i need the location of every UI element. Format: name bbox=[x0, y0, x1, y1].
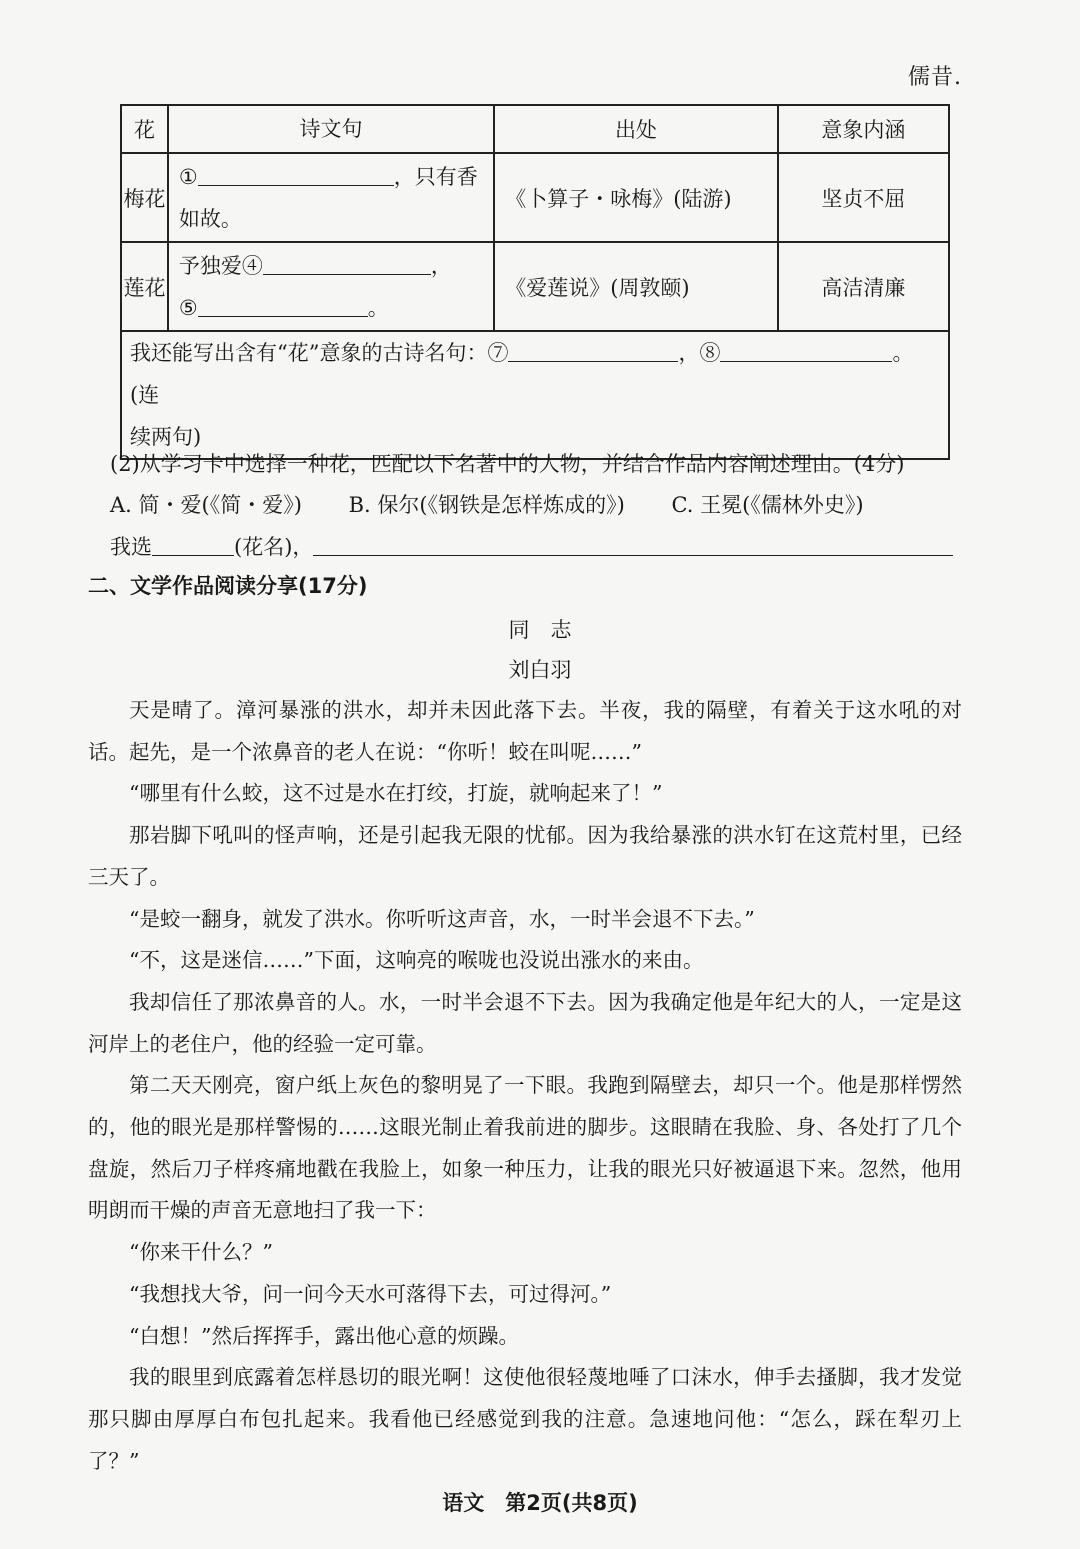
answer-prefix: 我选 bbox=[110, 535, 152, 559]
answer-mid: (花名)， bbox=[234, 535, 314, 559]
poem-text: 如故。 bbox=[178, 206, 242, 231]
table-row bbox=[121, 242, 949, 331]
article-paragraph: 我却信任了那浓鼻音的人。水，一时半会退不下去。因为我确定他是年纪大的人，一定是这河岸上的老住户，他的经验一定可靠。 bbox=[88, 989, 962, 1056]
poem-text: ，只有香 bbox=[393, 164, 478, 189]
flower-name-blank[interactable] bbox=[152, 533, 234, 556]
question-2-text: (2)从学习卡中选择一种花，匹配以下名著中的人物，并结合作品内容阐述理由。(4分) bbox=[110, 452, 905, 476]
question-2-options bbox=[110, 489, 904, 519]
article-paragraph: “我想找大爷，问一问今天水可落得下去，可过得河。” bbox=[129, 1281, 612, 1306]
answer-blank-5[interactable] bbox=[198, 294, 368, 317]
blank-marker: ⑤ bbox=[178, 295, 198, 320]
option-b: B. 保尔(《钢铁是怎样炼成的》) bbox=[348, 493, 625, 517]
article-paragraph: 天是晴了。漳河暴涨的洪水，却并未因此落下去。半夜，我的隔壁，有着关于这水吼的对话。起先，是一个浓鼻音的老人在说：“你听！蛟在叫呢……” bbox=[88, 698, 962, 764]
option-a: A. 简・爱(《简・爱》) bbox=[110, 493, 302, 517]
corner-text: 儒昔. bbox=[908, 65, 962, 90]
blank-marker: ④ bbox=[241, 253, 263, 278]
article-paragraph: “你来干什么？” bbox=[129, 1240, 273, 1265]
article-title: 同 志 bbox=[508, 618, 572, 642]
meaning-cell: 高洁清廉 bbox=[778, 242, 949, 331]
table-extra-row bbox=[121, 331, 949, 459]
header-meaning: 意象内涵 bbox=[778, 105, 949, 153]
article-paragraph: 我的眼里到底露着怎样恳切的眼光啊！这使他很轻蔑地唾了口沫水，伸手去搔脚，我才发觉那只脚由厚厚白布包扎起来。我看他已经感觉到我的注意。急速地问他：“怎么，踩在犁刃上了？” bbox=[88, 1365, 962, 1473]
blank-marker: ⑦ bbox=[487, 341, 509, 365]
answer-blank-7[interactable] bbox=[508, 339, 678, 362]
article-paragraph: 第二天天刚亮，窗户纸上灰色的黎明晃了一下眼。我跑到隔壁去，却只一个。他是那样愣然的，他的眼光是那样警惕的……这眼光制止着我前进的脚步。这眼睛在我脸、身、各处打了几个盘旋，然后刀子样疼痛地戳在我脸上，如象一种压力，让我的眼光只好被逼退下来。忽然，他用明朗而干燥的声音无意地扫了我一下： bbox=[88, 1073, 962, 1223]
blank-marker: ① bbox=[178, 164, 198, 189]
article-author: 刘白羽 bbox=[508, 658, 572, 682]
poem-text: 。 bbox=[367, 295, 389, 320]
question-2-answer bbox=[110, 531, 953, 561]
flower-study-table bbox=[120, 104, 950, 460]
section-title: 二、文学作品阅读分享(17分) bbox=[88, 574, 368, 598]
article-paragraph: “哪里有什么蛟，这不过是水在打绞，打旋，就响起来了！” bbox=[129, 781, 663, 806]
poem-text: ， bbox=[430, 253, 452, 278]
extra-suffix: 。(连 bbox=[130, 341, 914, 407]
header-source: 出处 bbox=[494, 105, 777, 153]
article-body bbox=[88, 690, 962, 1482]
article-paragraph: “白想！”然后挥挥手，露出他心意的烦躁。 bbox=[129, 1323, 519, 1348]
table-header-row bbox=[121, 105, 949, 153]
answer-blank-8[interactable] bbox=[720, 339, 892, 362]
source-cell: 《卜算子・咏梅》(陆游) bbox=[494, 153, 777, 242]
extra-poem-cell bbox=[121, 331, 949, 459]
article-paragraph: “不，这是迷信……”下面，这响亮的喉咙也没说出涨水的来由。 bbox=[129, 948, 704, 973]
table-row bbox=[121, 153, 949, 242]
header-flower: 花 bbox=[121, 105, 168, 153]
poem-cell bbox=[168, 242, 494, 331]
answer-blank-1[interactable] bbox=[198, 163, 394, 186]
header-poem: 诗文句 bbox=[168, 105, 494, 153]
article-paragraph: “是蛟一翻身，就发了洪水。你听听这声音，水，一时半会退不下去。” bbox=[129, 906, 755, 931]
poem-cell bbox=[168, 153, 494, 242]
extra-prompt: 我还能写出含有“花”意象的古诗名句： bbox=[130, 341, 488, 365]
reason-blank[interactable] bbox=[313, 533, 953, 556]
article-paragraph: 那岩脚下吼叫的怪声响，还是引起我无限的忧郁。因为我给暴涨的洪水钉在这荒村里，已经三天了。 bbox=[88, 823, 962, 889]
poem-text: 予独爱 bbox=[178, 253, 242, 278]
separator: ， bbox=[678, 341, 700, 365]
source-cell: 《爱莲说》(周敦颐) bbox=[494, 242, 777, 331]
flower-cell: 莲花 bbox=[121, 242, 168, 331]
answer-blank-4[interactable] bbox=[263, 252, 431, 275]
page-footer: 语文 第2页(共8页) bbox=[442, 1491, 638, 1515]
extra-line2: 续两句) bbox=[130, 425, 202, 449]
meaning-cell: 坚贞不屈 bbox=[778, 153, 949, 242]
flower-cell: 梅花 bbox=[121, 153, 168, 242]
option-c: C. 王冕(《儒林外史》) bbox=[671, 493, 864, 517]
blank-marker: ⑧ bbox=[699, 341, 721, 365]
